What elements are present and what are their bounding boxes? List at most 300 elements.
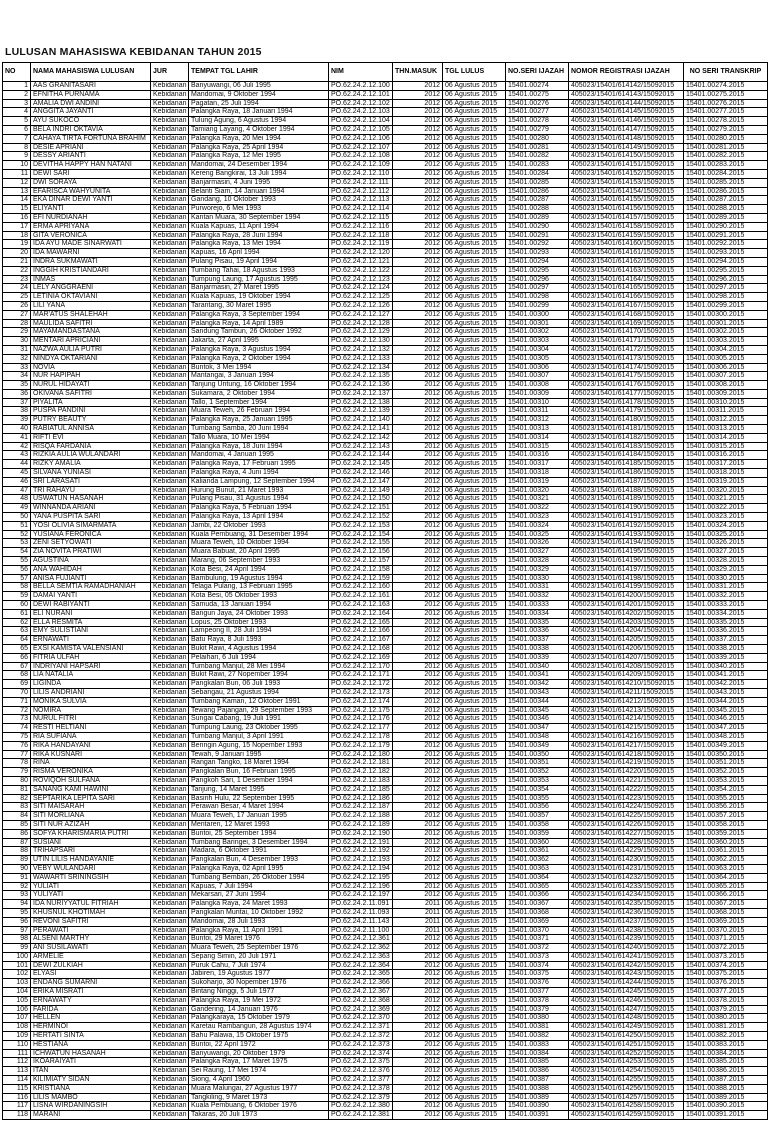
cell-no-seri-transkrip: 15401.00357.2015 (684, 812, 768, 821)
cell-no: 62 (3, 618, 31, 627)
cell-tempat-tgl-lahir: Puruk Cahu, 7 Juli 1974 (189, 961, 329, 970)
cell-nama-mahasiswa: DEWI SARI (31, 169, 151, 178)
cell-tgl-lulus: 06 Agustus 2015 (443, 785, 506, 794)
cell-nomor-registrasi-ijazah: 405023/15401/614249/15092015 (569, 1023, 684, 1032)
cell-tgl-lulus: 06 Agustus 2015 (443, 249, 506, 258)
cell-nim: PO.62.24.2.12.195 (329, 873, 393, 882)
cell-jur: Kebidanan (151, 82, 189, 91)
table-row (3, 856, 768, 865)
cell-tgl-lulus: 06 Agustus 2015 (443, 768, 506, 777)
cell-no-seri-ijazah: 15401.00324 (506, 521, 569, 530)
cell-nomor-registrasi-ijazah: 405023/15401/614238/15092015 (569, 926, 684, 935)
cell-no-seri-ijazah: 15401.00289 (506, 213, 569, 222)
cell-nim: PO.62.24.2.12.168 (329, 645, 393, 654)
cell-nomor-registrasi-ijazah: 405023/15401/614247/15092015 (569, 1005, 684, 1014)
cell-jur: Kebidanan (151, 645, 189, 654)
cell-nim: PO.62.24.2.12.197 (329, 891, 393, 900)
cell-tempat-tgl-lahir: Buntoi, 25 September 1994 (189, 829, 329, 838)
cell-no: 48 (3, 495, 31, 504)
cell-no-seri-ijazah: 15401.00293 (506, 249, 569, 258)
cell-thn-masuk: 2012 (393, 337, 443, 346)
cell-jur: Kebidanan (151, 513, 189, 522)
cell-tempat-tgl-lahir: Kuala Kapuas, 11 April 1994 (189, 222, 329, 231)
cell-nomor-registrasi-ijazah: 405023/15401/614209/15092015 (569, 671, 684, 680)
cell-no-seri-transkrip: 15401.00275.2015 (684, 90, 768, 99)
cell-nomor-registrasi-ijazah: 405023/15401/614245/15092015 (569, 988, 684, 997)
cell-no-seri-transkrip: 15401.00380.2015 (684, 1014, 768, 1023)
cell-tgl-lulus: 06 Agustus 2015 (443, 1040, 506, 1049)
cell-no-seri-transkrip: 15401.00382.2015 (684, 1032, 768, 1041)
cell-no: 21 (3, 257, 31, 266)
cell-no: 1 (3, 82, 31, 91)
cell-nim: PO.62.24.2.12.180 (329, 750, 393, 759)
cell-nim: PO.62.24.2.12.196 (329, 882, 393, 891)
cell-tempat-tgl-lahir: Tamiang Layang, 4 Oktober 1994 (189, 125, 329, 134)
cell-tempat-tgl-lahir: Tarantang, 30 Maret 1995 (189, 301, 329, 310)
cell-tempat-tgl-lahir: Palangka Raya, 12 Mei 1995 (189, 152, 329, 161)
cell-no: 63 (3, 627, 31, 636)
cell-jur: Kebidanan (151, 99, 189, 108)
cell-no: 83 (3, 803, 31, 812)
cell-nomor-registrasi-ijazah: 405023/15401/614223/15092015 (569, 794, 684, 803)
cell-nomor-registrasi-ijazah: 405023/15401/614208/15092015 (569, 662, 684, 671)
cell-no-seri-transkrip: 15401.00325.2015 (684, 530, 768, 539)
cell-tempat-tgl-lahir: Kereng Bangkirai, 13 Juli 1994 (189, 169, 329, 178)
cell-tgl-lulus: 06 Agustus 2015 (443, 926, 506, 935)
cell-jur: Kebidanan (151, 539, 189, 548)
table-row (3, 196, 768, 205)
table-row (3, 319, 768, 328)
cell-no-seri-ijazah: 15401.00346 (506, 715, 569, 724)
cell-no-seri-ijazah: 15401.00331 (506, 583, 569, 592)
cell-no-seri-transkrip: 15401.00379.2015 (684, 1005, 768, 1014)
cell-tgl-lulus: 06 Agustus 2015 (443, 1111, 506, 1120)
cell-tempat-tgl-lahir: Palangka Raya, 3 Agustus 1994 (189, 345, 329, 354)
cell-no-seri-ijazah: 15401.00366 (506, 891, 569, 900)
cell-tgl-lulus: 06 Agustus 2015 (443, 345, 506, 354)
cell-tgl-lulus: 06 Agustus 2015 (443, 222, 506, 231)
cell-no-seri-ijazah: 15401.00286 (506, 187, 569, 196)
cell-nama-mahasiswa: RIA SUFIANA (31, 732, 151, 741)
cell-tempat-tgl-lahir: Kota Besi, 24 April 1994 (189, 565, 329, 574)
cell-no: 33 (3, 363, 31, 372)
cell-thn-masuk: 2012 (393, 548, 443, 557)
cell-no-seri-transkrip: 15401.00290.2015 (684, 222, 768, 231)
cell-nomor-registrasi-ijazah: 405023/15401/614150/15092015 (569, 152, 684, 161)
table-row (3, 442, 768, 451)
cell-nama-mahasiswa: ENDANG SUMARNI (31, 979, 151, 988)
cell-tgl-lulus: 06 Agustus 2015 (443, 354, 506, 363)
cell-nama-mahasiswa: ITAN (31, 1067, 151, 1076)
cell-tempat-tgl-lahir: Palangkaraya, 15 Oktober 1979 (189, 1014, 329, 1023)
cell-nama-mahasiswa: ZENI SETYOWATI (31, 539, 151, 548)
cell-tempat-tgl-lahir: Bahu Palawa, 15 Oktober 1975 (189, 1032, 329, 1041)
cell-nomor-registrasi-ijazah: 405023/15401/614210/15092015 (569, 680, 684, 689)
cell-no-seri-ijazah: 15401.00369 (506, 917, 569, 926)
cell-nama-mahasiswa: KILIMIATY SIDAN (31, 1076, 151, 1085)
table-row (3, 222, 768, 231)
table-row (3, 636, 768, 645)
cell-tgl-lulus: 06 Agustus 2015 (443, 1032, 506, 1041)
cell-nim: PO.62.24.2.12.135 (329, 372, 393, 381)
cell-thn-masuk: 2012 (393, 169, 443, 178)
cell-tgl-lulus: 06 Agustus 2015 (443, 275, 506, 284)
cell-tgl-lulus: 06 Agustus 2015 (443, 601, 506, 610)
cell-nim: PO.62.24.2.12.177 (329, 724, 393, 733)
cell-nomor-registrasi-ijazah: 405023/15401/614171/15092015 (569, 337, 684, 346)
cell-nomor-registrasi-ijazah: 405023/15401/614219/15092015 (569, 759, 684, 768)
cell-no: 84 (3, 812, 31, 821)
cell-no-seri-ijazah: 15401.00279 (506, 125, 569, 134)
cell-nomor-registrasi-ijazah: 405023/15401/614203/15092015 (569, 618, 684, 627)
cell-no-seri-transkrip: 15401.00368.2015 (684, 908, 768, 917)
cell-nim: PO.62.24.2.12.100 (329, 82, 393, 91)
cell-thn-masuk: 2012 (393, 856, 443, 865)
cell-tgl-lulus: 06 Agustus 2015 (443, 697, 506, 706)
cell-nama-mahasiswa: HESTIANA (31, 1040, 151, 1049)
cell-nomor-registrasi-ijazah: 405023/15401/614241/15092015 (569, 952, 684, 961)
cell-tgl-lulus: 06 Agustus 2015 (443, 328, 506, 337)
cell-no-seri-ijazah: 15401.00310 (506, 398, 569, 407)
cell-tgl-lulus: 06 Agustus 2015 (443, 161, 506, 170)
cell-tempat-tgl-lahir: Buntoi, 29 Maret 1976 (189, 935, 329, 944)
graduates-table (2, 62, 768, 1120)
cell-no-seri-ijazah: 15401.00302 (506, 328, 569, 337)
cell-jur: Kebidanan (151, 213, 189, 222)
cell-nama-mahasiswa: SUSIANI (31, 838, 151, 847)
cell-nim: PO.62.24.2.12.101 (329, 90, 393, 99)
cell-no: 10 (3, 161, 31, 170)
cell-tgl-lulus: 06 Agustus 2015 (443, 416, 506, 425)
page-title: LULUSAN MAHASISWA KEBIDANAN TAHUN 2015 (5, 46, 262, 58)
table-row (3, 125, 768, 134)
cell-jur: Kebidanan (151, 416, 189, 425)
cell-no-seri-ijazah: 15401.00355 (506, 794, 569, 803)
cell-no-seri-ijazah: 15401.00386 (506, 1067, 569, 1076)
table-row (3, 688, 768, 697)
cell-no-seri-ijazah: 15401.00390 (506, 1102, 569, 1111)
cell-tgl-lulus: 06 Agustus 2015 (443, 979, 506, 988)
cell-jur: Kebidanan (151, 425, 189, 434)
cell-nama-mahasiswa: ROVIQOH SULFANA (31, 776, 151, 785)
cell-no-seri-ijazah: 15401.00362 (506, 856, 569, 865)
table-row (3, 460, 768, 469)
cell-nomor-registrasi-ijazah: 405023/15401/614211/15092015 (569, 688, 684, 697)
cell-no: 71 (3, 697, 31, 706)
cell-nama-mahasiswa: RIZKY AMALIA (31, 460, 151, 469)
cell-no: 41 (3, 433, 31, 442)
cell-jur: Kebidanan (151, 715, 189, 724)
cell-tgl-lulus: 06 Agustus 2015 (443, 504, 506, 513)
cell-no-seri-ijazah: 15401.00328 (506, 557, 569, 566)
cell-no: 90 (3, 864, 31, 873)
table-row (3, 662, 768, 671)
cell-nim: PO.62.24.2.12.121 (329, 257, 393, 266)
cell-tgl-lulus: 06 Agustus 2015 (443, 82, 506, 91)
cell-no-seri-transkrip: 15401.00369.2015 (684, 917, 768, 926)
cell-jur: Kebidanan (151, 108, 189, 117)
cell-nomor-registrasi-ijazah: 405023/15401/614197/15092015 (569, 565, 684, 574)
cell-no-seri-transkrip: 15401.00285.2015 (684, 178, 768, 187)
cell-no-seri-transkrip: 15401.00373.2015 (684, 952, 768, 961)
cell-thn-masuk: 2012 (393, 891, 443, 900)
cell-no: 25 (3, 293, 31, 302)
cell-no-seri-transkrip: 15401.00299.2015 (684, 301, 768, 310)
cell-thn-masuk: 2012 (393, 213, 443, 222)
cell-tgl-lulus: 06 Agustus 2015 (443, 301, 506, 310)
cell-nim: PO.62.24.2.12.188 (329, 812, 393, 821)
cell-nim: PO.62.24.2.12.113 (329, 196, 393, 205)
cell-tempat-tgl-lahir: Palangka Raya, 2 Oktober 1994 (189, 354, 329, 363)
cell-nim: PO.62.24.2.11.143 (329, 917, 393, 926)
cell-nim: PO.62.24.2.12.178 (329, 732, 393, 741)
cell-jur: Kebidanan (151, 1076, 189, 1085)
cell-nim: PO.62.24.2.12.183 (329, 776, 393, 785)
cell-no-seri-transkrip: 15401.00303.2015 (684, 337, 768, 346)
cell-no: 85 (3, 820, 31, 829)
cell-no-seri-ijazah: 15401.00325 (506, 530, 569, 539)
cell-no: 91 (3, 873, 31, 882)
cell-nim: PO.62.24.2.12.109 (329, 161, 393, 170)
cell-no-seri-transkrip: 15401.00287.2015 (684, 196, 768, 205)
cell-nomor-registrasi-ijazah: 405023/15401/614201/15092015 (569, 601, 684, 610)
cell-thn-masuk: 2012 (393, 1040, 443, 1049)
cell-thn-masuk: 2012 (393, 117, 443, 126)
cell-no-seri-transkrip: 15401.00292.2015 (684, 240, 768, 249)
cell-nama-mahasiswa: ERMA APRIYANA (31, 222, 151, 231)
cell-jur: Kebidanan (151, 530, 189, 539)
cell-tempat-tgl-lahir: Palangka Raya, 13 Mei 1994 (189, 240, 329, 249)
cell-tempat-tgl-lahir: Bangun Jaya, 24 Oktober 1993 (189, 609, 329, 618)
cell-thn-masuk: 2012 (393, 636, 443, 645)
cell-tgl-lulus: 06 Agustus 2015 (443, 917, 506, 926)
cell-no-seri-transkrip: 15401.00371.2015 (684, 935, 768, 944)
cell-tgl-lulus: 06 Agustus 2015 (443, 257, 506, 266)
cell-thn-masuk: 2012 (393, 645, 443, 654)
cell-nama-mahasiswa: RISQA FARDANIA (31, 442, 151, 451)
cell-no: 112 (3, 1058, 31, 1067)
table-row (3, 407, 768, 416)
cell-no-seri-ijazah: 15401.00356 (506, 803, 569, 812)
cell-tgl-lulus: 06 Agustus 2015 (443, 627, 506, 636)
table-row (3, 970, 768, 979)
cell-jur: Kebidanan (151, 354, 189, 363)
cell-no-seri-ijazah: 15401.00307 (506, 372, 569, 381)
cell-jur: Kebidanan (151, 557, 189, 566)
cell-thn-masuk: 2012 (393, 996, 443, 1005)
cell-thn-masuk: 2012 (393, 99, 443, 108)
cell-tgl-lulus: 06 Agustus 2015 (443, 900, 506, 909)
cell-no-seri-ijazah: 15401.00370 (506, 926, 569, 935)
cell-jur: Kebidanan (151, 706, 189, 715)
cell-nomor-registrasi-ijazah: 405023/15401/614169/15092015 (569, 319, 684, 328)
cell-nomor-registrasi-ijazah: 405023/15401/614154/15092015 (569, 187, 684, 196)
cell-tempat-tgl-lahir: Tumbang Bemban, 26 Oktober 1994 (189, 873, 329, 882)
cell-no-seri-ijazah: 15401.00373 (506, 952, 569, 961)
cell-no: 86 (3, 829, 31, 838)
cell-no: 2 (3, 90, 31, 99)
cell-no-seri-ijazah: 15401.00361 (506, 847, 569, 856)
cell-no-seri-transkrip: 15401.00309.2015 (684, 389, 768, 398)
cell-nama-mahasiswa: PERAWATI (31, 926, 151, 935)
cell-jur: Kebidanan (151, 759, 189, 768)
cell-tgl-lulus: 06 Agustus 2015 (443, 469, 506, 478)
cell-tempat-tgl-lahir: Tulung Agung, 6 Agustus 1994 (189, 117, 329, 126)
cell-no: 80 (3, 776, 31, 785)
cell-no: 89 (3, 856, 31, 865)
cell-tgl-lulus: 06 Agustus 2015 (443, 1102, 506, 1111)
cell-no-seri-ijazah: 15401.00338 (506, 645, 569, 654)
cell-jur: Kebidanan (151, 257, 189, 266)
cell-jur: Kebidanan (151, 1111, 189, 1120)
cell-tgl-lulus: 06 Agustus 2015 (443, 337, 506, 346)
cell-no-seri-transkrip: 15401.00304.2015 (684, 345, 768, 354)
cell-tempat-tgl-lahir: Palangka Raya, 17 Februari 1995 (189, 460, 329, 469)
cell-tgl-lulus: 06 Agustus 2015 (443, 618, 506, 627)
cell-no: 105 (3, 996, 31, 1005)
cell-nama-mahasiswa: ELLA RESMITA (31, 618, 151, 627)
cell-no: 49 (3, 504, 31, 513)
cell-no: 6 (3, 125, 31, 134)
cell-thn-masuk: 2012 (393, 389, 443, 398)
cell-thn-masuk: 2012 (393, 345, 443, 354)
cell-no-seri-transkrip: 15401.00374.2015 (684, 961, 768, 970)
table-row (3, 680, 768, 689)
cell-tgl-lulus: 06 Agustus 2015 (443, 125, 506, 134)
cell-tgl-lulus: 06 Agustus 2015 (443, 856, 506, 865)
cell-no: 58 (3, 583, 31, 592)
cell-thn-masuk: 2012 (393, 768, 443, 777)
table-row (3, 653, 768, 662)
cell-tgl-lulus: 06 Agustus 2015 (443, 750, 506, 759)
cell-tgl-lulus: 06 Agustus 2015 (443, 169, 506, 178)
cell-nomor-registrasi-ijazah: 405023/15401/614248/15092015 (569, 1014, 684, 1023)
col-header-tgl-lulus: TGL LULUS (443, 63, 506, 82)
cell-nama-mahasiswa: SEPTARIKA LEPITA SARI (31, 794, 151, 803)
cell-tempat-tgl-lahir: Pangkalan Bun, 06 Juli 1993 (189, 680, 329, 689)
cell-thn-masuk: 2012 (393, 583, 443, 592)
table-row (3, 609, 768, 618)
cell-no-seri-transkrip: 15401.00361.2015 (684, 847, 768, 856)
cell-tgl-lulus: 06 Agustus 2015 (443, 152, 506, 161)
table-row (3, 944, 768, 953)
cell-tempat-tgl-lahir: Kapuas, 16 April 1994 (189, 249, 329, 258)
cell-no-seri-ijazah: 15401.00291 (506, 231, 569, 240)
cell-no-seri-ijazah: 15401.00364 (506, 873, 569, 882)
cell-tempat-tgl-lahir: Palangka Raya, 28 Juni 1994 (189, 231, 329, 240)
cell-tempat-tgl-lahir: Kuala Pembuang, 31 Desember 1994 (189, 530, 329, 539)
cell-nama-mahasiswa: IDA MAWARNI (31, 249, 151, 258)
cell-nomor-registrasi-ijazah: 405023/15401/614198/15092015 (569, 574, 684, 583)
cell-jur: Kebidanan (151, 864, 189, 873)
cell-tgl-lulus: 06 Agustus 2015 (443, 530, 506, 539)
cell-nama-mahasiswa: LIA NATALIA (31, 671, 151, 680)
cell-nama-mahasiswa: RABIATUL ANNISA (31, 425, 151, 434)
cell-no-seri-ijazah: 15401.00388 (506, 1084, 569, 1093)
cell-no: 7 (3, 134, 31, 143)
cell-nomor-registrasi-ijazah: 405023/15401/614255/15092015 (569, 1076, 684, 1085)
cell-nomor-registrasi-ijazah: 405023/15401/614259/15092015 (569, 1111, 684, 1120)
cell-nomor-registrasi-ijazah: 405023/15401/614187/15092015 (569, 477, 684, 486)
cell-tgl-lulus: 06 Agustus 2015 (443, 319, 506, 328)
table-header (3, 63, 768, 82)
cell-no-seri-transkrip: 15401.00346.2015 (684, 715, 768, 724)
cell-no-seri-transkrip: 15401.00385.2015 (684, 1058, 768, 1067)
cell-no-seri-ijazah: 15401.00299 (506, 301, 569, 310)
cell-thn-masuk: 2011 (393, 900, 443, 909)
table-row (3, 952, 768, 961)
cell-thn-masuk: 2012 (393, 706, 443, 715)
cell-nomor-registrasi-ijazah: 405023/15401/614222/15092015 (569, 785, 684, 794)
cell-nim: PO.62.24.2.12.125 (329, 293, 393, 302)
cell-jur: Kebidanan (151, 794, 189, 803)
table-row (3, 310, 768, 319)
cell-jur: Kebidanan (151, 618, 189, 627)
cell-no-seri-ijazah: 15401.00283 (506, 161, 569, 170)
cell-nim: PO.62.24.2.12.115 (329, 213, 393, 222)
cell-jur: Kebidanan (151, 266, 189, 275)
cell-tempat-tgl-lahir: Muara Teweh, 26 Februari 1994 (189, 407, 329, 416)
col-header-jur: JUR (151, 63, 189, 82)
cell-nama-mahasiswa: ERIKA MISRATI (31, 988, 151, 997)
cell-tgl-lulus: 06 Agustus 2015 (443, 583, 506, 592)
cell-no: 109 (3, 1032, 31, 1041)
cell-nama-mahasiswa: ANA WAHIDAH (31, 565, 151, 574)
cell-jur: Kebidanan (151, 565, 189, 574)
cell-thn-masuk: 2012 (393, 205, 443, 214)
cell-tgl-lulus: 06 Agustus 2015 (443, 565, 506, 574)
cell-nim: PO.62.24.2.12.192 (329, 847, 393, 856)
cell-jur: Kebidanan (151, 310, 189, 319)
cell-thn-masuk: 2012 (393, 469, 443, 478)
cell-nim: PO.62.24.2.12.166 (329, 627, 393, 636)
cell-no: 14 (3, 196, 31, 205)
cell-nim: PO.62.24.2.12.149 (329, 486, 393, 495)
cell-nama-mahasiswa: NURUL FITRI (31, 715, 151, 724)
cell-no: 36 (3, 389, 31, 398)
cell-thn-masuk: 2012 (393, 161, 443, 170)
cell-tgl-lulus: 06 Agustus 2015 (443, 398, 506, 407)
cell-tempat-tgl-lahir: Karetau Rambangun, 28 Agustus 1974 (189, 1023, 329, 1032)
cell-no-seri-ijazah: 15401.00336 (506, 627, 569, 636)
cell-tgl-lulus: 06 Agustus 2015 (443, 363, 506, 372)
cell-no: 29 (3, 328, 31, 337)
cell-jur: Kebidanan (151, 785, 189, 794)
cell-thn-masuk: 2012 (393, 266, 443, 275)
cell-no: 18 (3, 231, 31, 240)
table-row (3, 917, 768, 926)
cell-nama-mahasiswa: INMAS (31, 275, 151, 284)
cell-tempat-tgl-lahir: Pangkalan Muntai, 10 Oktober 1992 (189, 908, 329, 917)
cell-no-seri-ijazah: 15401.00334 (506, 609, 569, 618)
cell-no: 4 (3, 108, 31, 117)
table-row (3, 539, 768, 548)
table-row (3, 873, 768, 882)
cell-no-seri-transkrip: 15401.00344.2015 (684, 697, 768, 706)
cell-tempat-tgl-lahir: Palangka Raya, 4 Juni 1994 (189, 469, 329, 478)
cell-no-seri-transkrip: 15401.00391.2015 (684, 1111, 768, 1120)
cell-nim: PO.62.24.2.12.133 (329, 354, 393, 363)
col-header-tempat-tgl-lahir: TEMPAT TGL LAHIR (189, 63, 329, 82)
cell-tempat-tgl-lahir: Muara Teweh, 17 Januari 1995 (189, 812, 329, 821)
cell-nim: PO.62.24.2.12.157 (329, 557, 393, 566)
cell-no-seri-ijazah: 15401.00274 (506, 82, 569, 91)
cell-tempat-tgl-lahir: Kuala Kapuas, 19 Oktober 1994 (189, 293, 329, 302)
cell-no-seri-ijazah: 15401.00359 (506, 829, 569, 838)
cell-nim: PO.62.24.2.12.141 (329, 425, 393, 434)
cell-thn-masuk: 2012 (393, 433, 443, 442)
cell-no-seri-transkrip: 15401.00278.2015 (684, 117, 768, 126)
